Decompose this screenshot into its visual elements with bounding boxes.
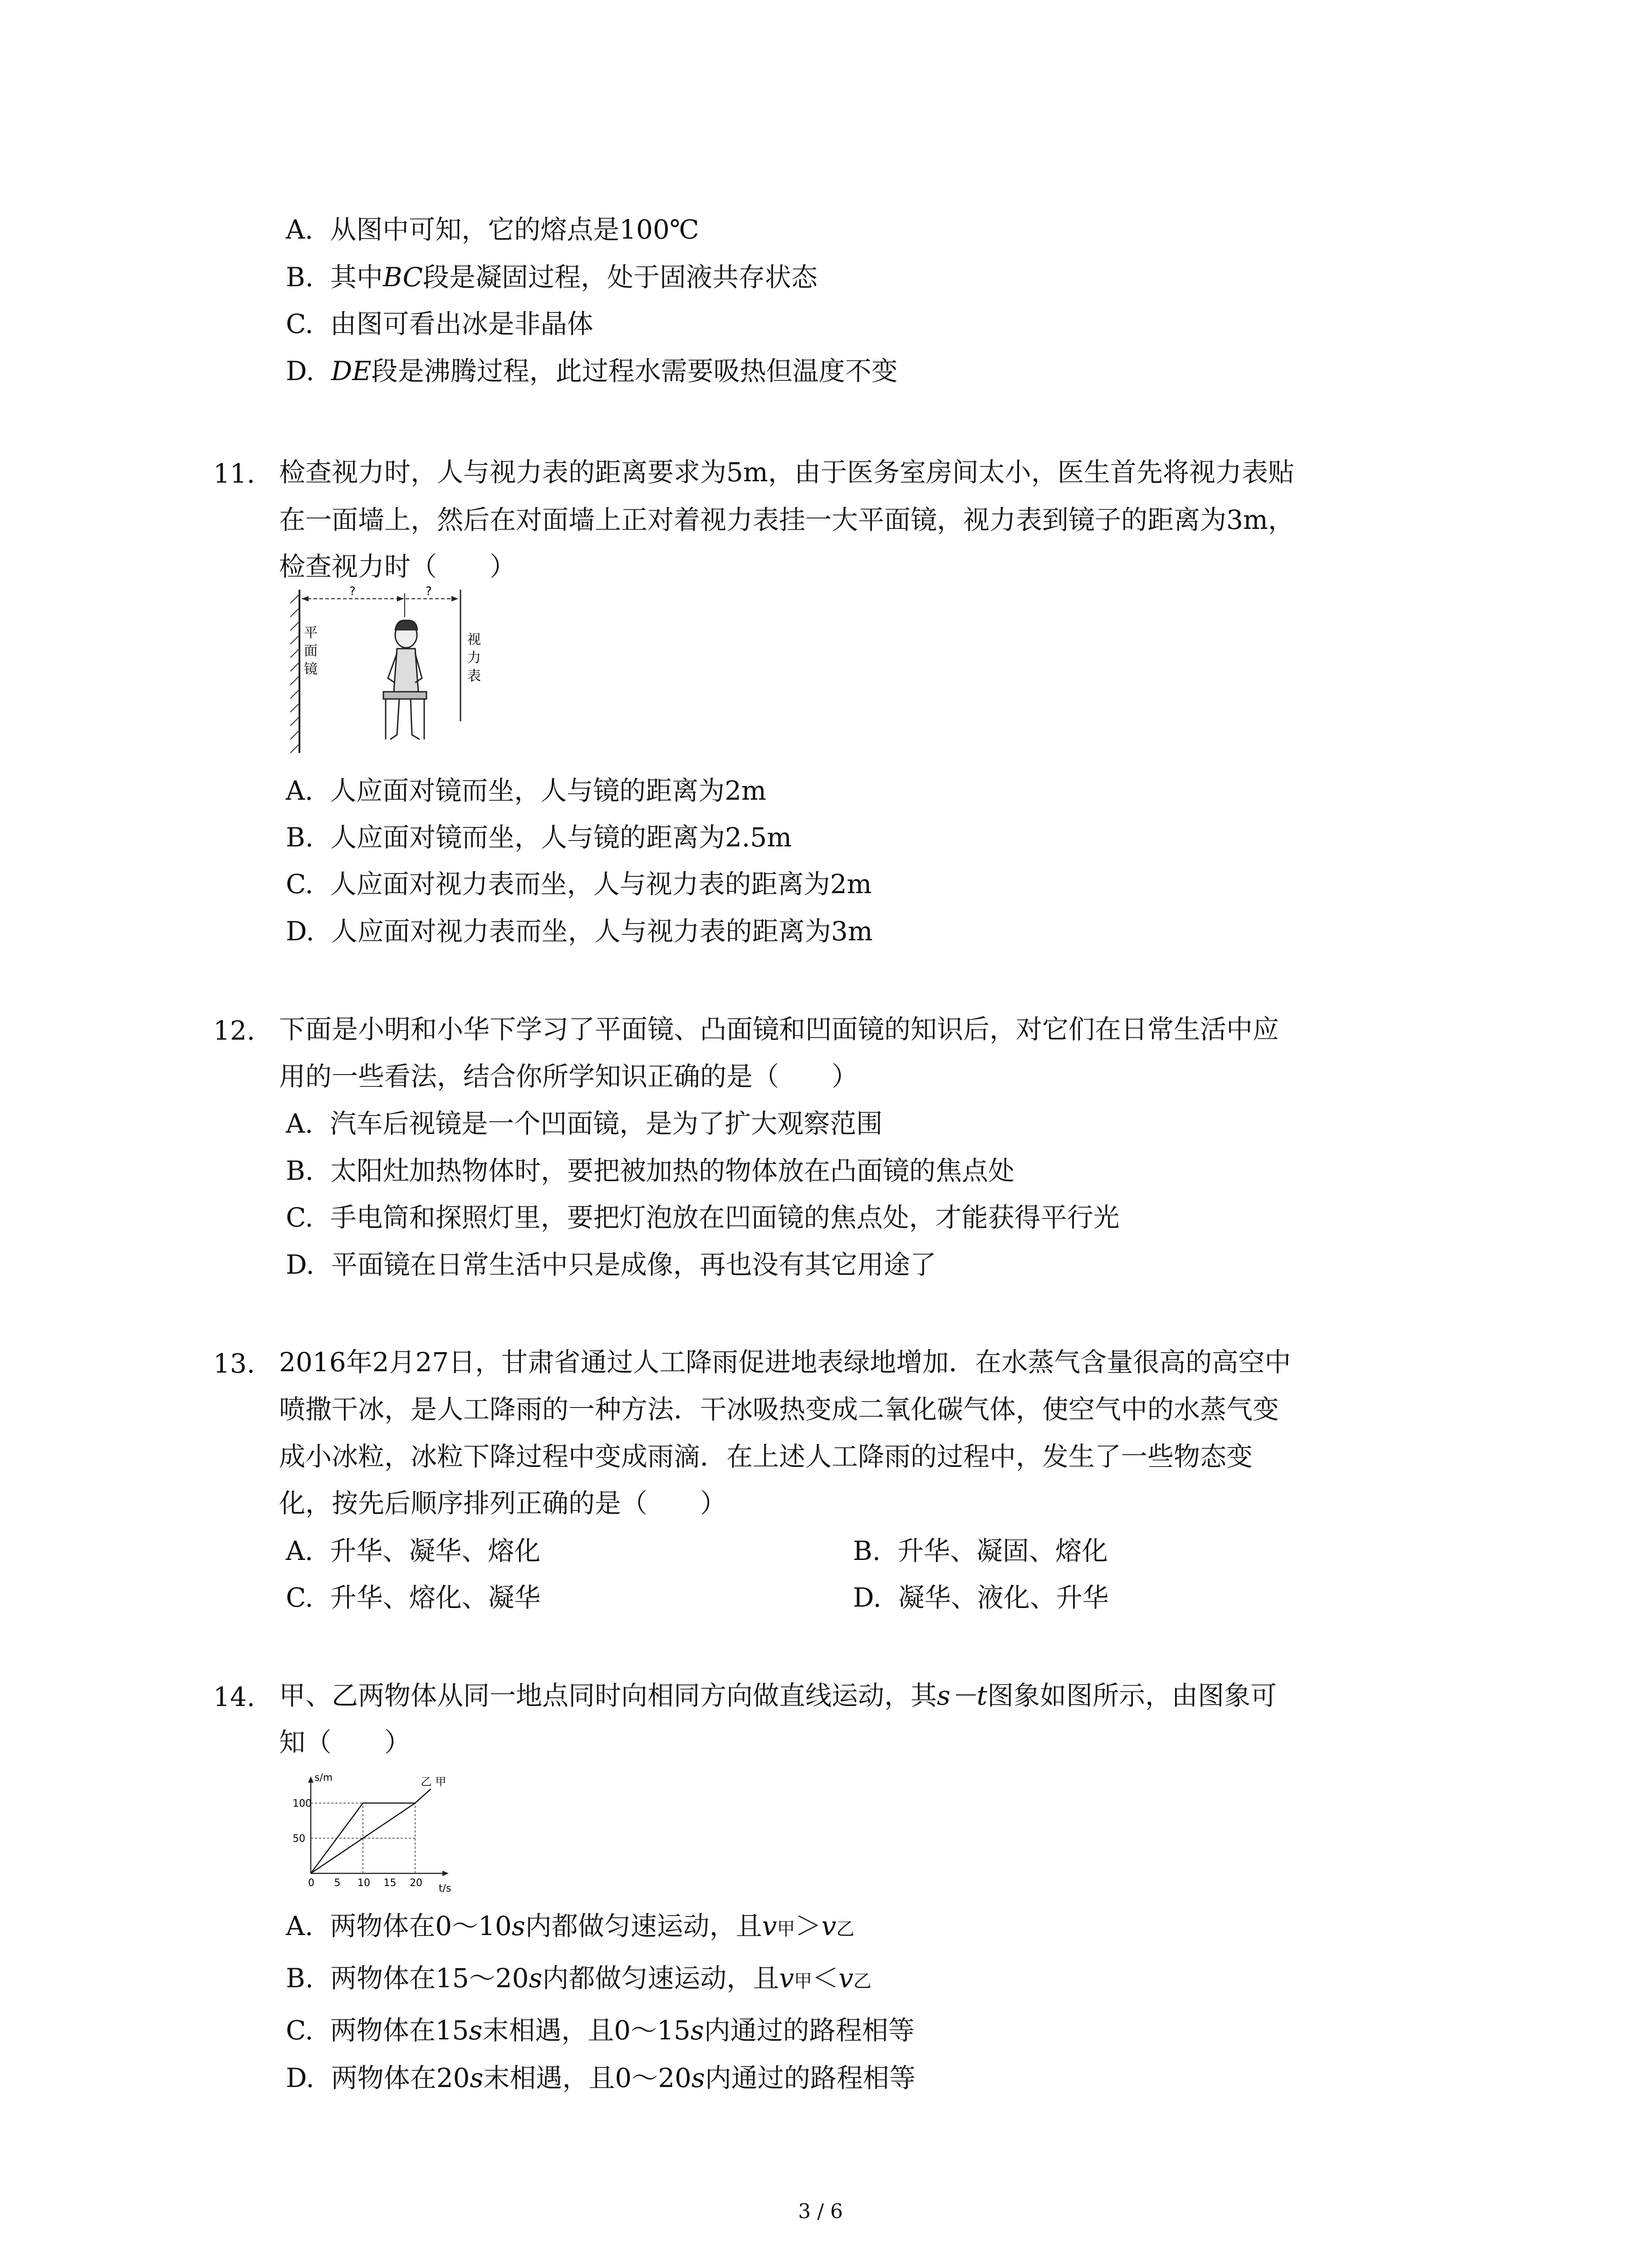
q14-stem-line-2: 知（ ） — [279, 1727, 411, 1758]
q10-option-c: C. 由图可看出冰是非晶体 — [286, 308, 593, 339]
arrowhead-right — [451, 596, 458, 601]
chart-label-1: 视 — [467, 632, 481, 648]
q14-stem-line-1: 甲、乙两物体从同一地点同时向相同方向做直线运动，其s－t图象如图所示，由图象可 — [279, 1680, 1277, 1711]
page-number: 3 / 6 — [798, 2200, 843, 2223]
q13-stem-line-4: 化，按先后顺序排列正确的是（ ） — [279, 1488, 727, 1519]
x-tick-label: 15 — [383, 1877, 397, 1889]
mirror-label-3: 镜 — [304, 661, 318, 677]
series-label-yi: 乙 — [421, 1775, 432, 1788]
q11-option-b: B. 人应面对镜而坐，人与镜的距离为2.5m — [286, 822, 792, 853]
q12-option-a: A. 汽车后视镜是一个凹面镜，是为了扩大观察范围 — [286, 1108, 883, 1139]
q10-option-d: D. DE段是沸腾过程，此过程水需要吸热但温度不变 — [286, 356, 898, 386]
q11-number: 11. — [213, 458, 255, 489]
x-axis-arrow — [442, 1871, 449, 1876]
q13-stem-line-2: 喷撒干冰，是人工降雨的一种方法．干冰吸热变成二氧化碳气体，使空气中的水蒸气变 — [279, 1394, 1279, 1425]
y-tick-label: 100 — [293, 1798, 312, 1809]
q11-option-a: A. 人应面对镜而坐，人与镜的距离为2m — [286, 775, 767, 806]
arrowhead-left — [302, 596, 309, 601]
q14-number: 14. — [213, 1681, 255, 1712]
series-line-jia — [311, 1789, 431, 1873]
q13-stem-line-3: 成小冰粒，冰粒下降过程中变成雨滴．在上述人工降雨的过程中，发生了一些物态变 — [279, 1441, 1253, 1472]
x-tick-label: 20 — [410, 1877, 422, 1889]
x-tick-label: 5 — [334, 1877, 341, 1889]
x-tick-label: 0 — [308, 1877, 314, 1889]
q13-stem-line-1: 2016年2月27日，甘肃省通过人工降雨促进地表绿地增加．在水蒸气含量很高的高空中 — [279, 1347, 1291, 1378]
series-label-jia: 甲 — [435, 1775, 446, 1788]
q12-option-d: D. 平面镜在日常生活中只是成像，再也没有其它用途了 — [286, 1249, 936, 1280]
q10-option-b: B. 其中BC段是凝固过程，处于固液共存状态 — [286, 262, 818, 293]
x-axis-label: t/s — [439, 1883, 451, 1894]
q12-stem-line-2: 用的一些看法，结合你所学知识正确的是（ ） — [279, 1061, 858, 1092]
q12-stem-line-1: 下面是小明和小华下学习了平面镜、凸面镜和凹面镜的知识后，对它们在日常生活中应 — [279, 1014, 1279, 1045]
distance-label-b: ? — [426, 585, 432, 598]
chart-label-3: 表 — [467, 668, 481, 684]
mirror-label-1: 平 — [304, 625, 318, 641]
seated-person-illustration — [383, 621, 426, 739]
q12-number: 12. — [213, 1015, 255, 1046]
arrowhead-mid — [397, 596, 404, 601]
q13-number: 13. — [213, 1348, 255, 1379]
q14-s-t-chart — [290, 1758, 463, 1894]
y-axis-label: s/m — [314, 1772, 333, 1784]
q11-option-c: C. 人应面对视力表而坐，人与视力表的距离为2m — [286, 869, 872, 899]
mirror-hatching — [290, 594, 299, 753]
mirror-label-2: 面 — [304, 643, 318, 659]
q11-option-d: D. 人应面对视力表而坐，人与视力表的距离为3m — [286, 916, 873, 947]
y-tick-label: 50 — [293, 1833, 305, 1845]
q12-option-c: C. 手电筒和探照灯里，要把灯泡放在凹面镜的焦点处，才能获得平行光 — [286, 1202, 1120, 1233]
q13-option-a: A. 升华、凝华、熔化 — [286, 1535, 541, 1566]
q10-option-a: A. 从图中可知，它的熔点是100℃ — [286, 214, 699, 245]
q11-stem-line-1: 检查视力时，人与视力表的距离要求为5m，由于医务室房间太小，医生首先将视力表贴 — [279, 457, 1294, 488]
q11-stem-line-2: 在一面墙上，然后在对面墙上正对着视力表挂一大平面镜，视力表到镜子的距离为3m， — [279, 504, 1294, 535]
q14-option-d: D. 两物体在20s末相遇，且0～20s内通过的路程相等 — [286, 2063, 916, 2093]
q12-option-b: B. 太阳灶加热物体时，要把被加热的物体放在凸面镜的焦点处 — [286, 1155, 1014, 1186]
x-tick-label: 10 — [358, 1877, 370, 1889]
y-axis-arrow — [308, 1776, 314, 1783]
q11-stem-line-3: 检查视力时（ ） — [279, 551, 516, 582]
q11-eye-test-figure — [268, 585, 504, 758]
q14-option-a: A. 两物体在0～10s内都做匀速运动，且v甲＞v乙 — [286, 1911, 855, 1941]
q13-option-b: B. 升华、凝固、熔化 — [853, 1535, 1108, 1566]
q13-option-c: C. 升华、熔化、凝华 — [286, 1582, 541, 1613]
q14-option-b: B. 两物体在15～20s内都做匀速运动，且v甲＜v乙 — [286, 1963, 872, 1994]
distance-label-a: ? — [349, 585, 356, 598]
q14-option-c: C. 两物体在15s末相遇，且0～15s内通过的路程相等 — [286, 2015, 915, 2046]
q13-option-d: D. 凝华、液化、升华 — [853, 1582, 1109, 1613]
chart-label-2: 力 — [467, 650, 481, 666]
